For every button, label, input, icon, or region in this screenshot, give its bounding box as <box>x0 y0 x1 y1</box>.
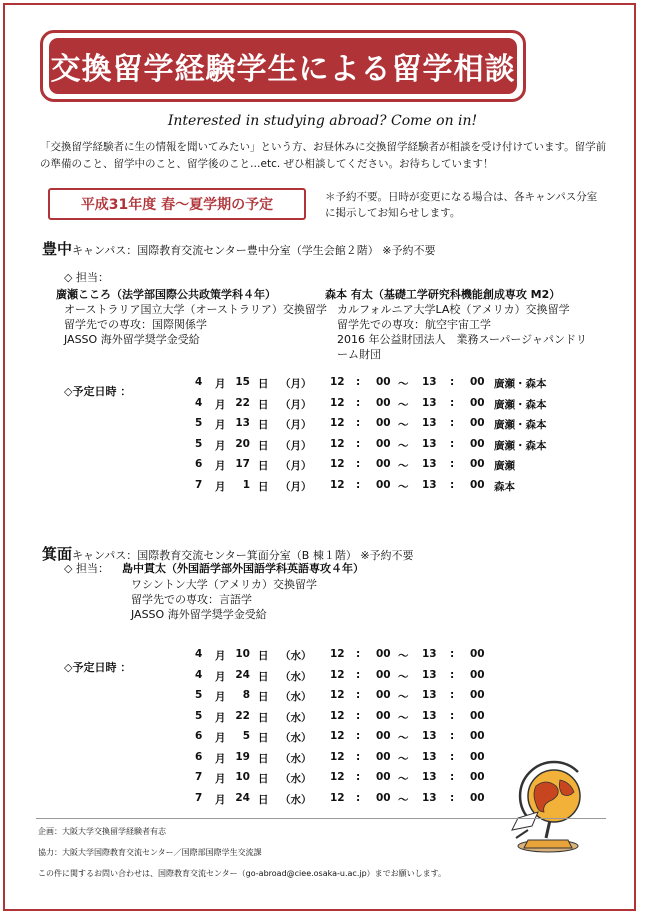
minoh-sched-m: 00 <box>376 750 391 763</box>
toyonaka-sched-m: 00 <box>376 376 391 388</box>
toyonaka-sched-h: 12 <box>330 458 345 470</box>
minoh-sched-c: : <box>356 668 361 681</box>
toyonaka-sched-month: 月 <box>215 419 226 431</box>
staff-shimanaka-university: ワシントン大学（アメリカ）交換留学 <box>131 578 317 591</box>
minoh-sched-tilde: ～ <box>398 670 409 683</box>
minoh-sched-m: 00 <box>376 668 391 681</box>
minoh-sched-day: 日 <box>258 773 269 785</box>
toyonaka-sched-m: 00 <box>470 417 485 429</box>
minoh-sched-d: 22 <box>235 709 250 722</box>
minoh-sched-day: 日 <box>258 711 269 724</box>
minoh-sched-h: 13 <box>422 689 437 701</box>
toyonaka-sched-month: 月 <box>215 439 226 452</box>
minoh-sched-m: 4 <box>195 648 203 660</box>
toyonaka-sched-who: 森本 <box>494 480 515 493</box>
minoh-sched-m: 00 <box>470 750 485 763</box>
subtitle: Interested in studying abroad? Come on in! <box>167 113 478 129</box>
minoh-sched-m: 00 <box>376 771 391 783</box>
toyonaka-sched-h: 13 <box>422 417 437 429</box>
toyonaka-sched-c: : <box>450 478 455 491</box>
minoh-sched-d: 8 <box>242 689 250 701</box>
minoh-sched-m: 00 <box>470 771 485 783</box>
toyonaka-sched-month: 月 <box>215 480 226 493</box>
staff-morimoto-name: 森本 有太（基礎工学研究科機能創成専攻 M2） <box>325 288 561 301</box>
toyonaka-sched-who: 廣瀬・森本 <box>494 378 547 390</box>
toyonaka-sched-c: : <box>450 458 455 470</box>
toyonaka-sched-w: （月） <box>280 419 312 431</box>
toyonaka-sched-d: 22 <box>235 396 250 409</box>
minoh-sched-h: 13 <box>422 791 437 804</box>
minoh-sched-w: （水） <box>280 670 312 683</box>
toyonaka-sched-m: 00 <box>376 478 391 491</box>
toyonaka-sched-day: 日 <box>258 398 269 411</box>
toyonaka-sched-c: : <box>450 376 455 388</box>
minoh-sched-w: （水） <box>280 711 312 724</box>
toyonaka-sched-tilde: ～ <box>398 439 409 452</box>
toyonaka-sched-m: 00 <box>470 478 485 491</box>
staff-morimoto-major: 留学先での専攻：航空宇宙工学 <box>337 318 491 331</box>
toyonaka-sched-day: 日 <box>258 480 269 493</box>
minoh-sched-c: : <box>356 689 361 701</box>
minoh-sched-h: 13 <box>422 771 437 783</box>
minoh-sched-m: 00 <box>470 709 485 722</box>
minoh-sched-c: : <box>450 668 455 681</box>
minoh-sched-m: 00 <box>376 709 391 722</box>
toyonaka-sched-month: 月 <box>215 378 226 390</box>
minoh-sched-d: 24 <box>235 791 250 804</box>
minoh-name: 箕面 <box>42 545 73 563</box>
toyonaka-sched-c: : <box>356 376 361 388</box>
minoh-sched-tilde: ～ <box>398 793 409 806</box>
minoh-sched-month: 月 <box>215 650 226 662</box>
minoh-sched-m: 00 <box>470 689 485 701</box>
toyonaka-sched-month: 月 <box>215 398 226 411</box>
minoh-sched-h: 12 <box>330 668 345 681</box>
minoh-sched-h: 13 <box>422 750 437 763</box>
toyonaka-sched-c: : <box>356 396 361 409</box>
minoh-sched-d: 5 <box>242 730 250 742</box>
staff-morimoto-scholarship: 2016 年公益財団法人 業務スーパージャパンドリ <box>337 333 587 346</box>
minoh-sched-m: 5 <box>195 689 203 701</box>
minoh-sched-h: 12 <box>330 771 345 783</box>
minoh-sched-month: 月 <box>215 793 226 806</box>
toyonaka-schedule-label: ◇予定日時 ： <box>64 385 132 398</box>
staff-morimoto-scholarship-cont: ーム財団 <box>337 348 381 361</box>
minoh-sched-c: : <box>356 709 361 722</box>
minoh-sched-c: : <box>450 709 455 722</box>
minoh-sched-tilde: ～ <box>398 711 409 724</box>
toyonaka-sched-c: : <box>356 417 361 429</box>
minoh-staff-label: ◇ 担当： <box>64 562 109 575</box>
minoh-sched-w: （水） <box>280 691 312 703</box>
toyonaka-sched-m: 4 <box>195 396 203 409</box>
minoh-sched-m: 5 <box>195 709 203 722</box>
minoh-sched-tilde: ～ <box>398 773 409 785</box>
toyonaka-sched-m: 00 <box>376 437 391 450</box>
toyonaka-sched-w: （月） <box>280 480 312 493</box>
minoh-sched-m: 4 <box>195 668 203 681</box>
toyonaka-sched-m: 00 <box>470 376 485 388</box>
toyonaka-sched-tilde: ～ <box>398 419 409 431</box>
minoh-sched-day: 日 <box>258 691 269 703</box>
minoh-sched-w: （水） <box>280 752 312 765</box>
intro-text: 「交換留学経験者に生の情報を聞いてみたい」という方、お昼休みに交換留学経験者が相談を受け付けています。留学前の準備のこと、留学中のこと、留学後のこと…etc. ぜひ相談してください。お待ちしています！ <box>40 141 607 170</box>
toyonaka-sched-day: 日 <box>258 439 269 452</box>
minoh-sched-c: : <box>450 750 455 763</box>
toyonaka-sched-m: 00 <box>470 458 485 470</box>
minoh-sched-m: 00 <box>470 648 485 660</box>
minoh-sched-m: 00 <box>376 791 391 804</box>
minoh-sched-d: 10 <box>235 771 250 783</box>
toyonaka-sched-day: 日 <box>258 378 269 390</box>
minoh-sched-tilde: ～ <box>398 752 409 765</box>
minoh-desc: キャンパス：国際教育交流センター箕面分室（B 棟１階） ※予約不要 <box>72 549 414 562</box>
toyonaka-sched-m: 00 <box>376 458 391 470</box>
toyonaka-desc: キャンパス：国際教育交流センター豊中分室（学生会館２階） ※予約不要 <box>72 244 436 257</box>
toyonaka-campus-heading <box>42 238 436 259</box>
toyonaka-sched-h: 13 <box>422 458 437 470</box>
minoh-sched-m: 7 <box>195 771 203 783</box>
minoh-sched-w: （水） <box>280 650 312 662</box>
toyonaka-sched-c: : <box>450 396 455 409</box>
minoh-sched-c: : <box>356 648 361 660</box>
minoh-sched-m: 00 <box>376 689 391 701</box>
minoh-sched-m: 00 <box>470 730 485 742</box>
toyonaka-sched-h: 13 <box>422 478 437 491</box>
minoh-sched-month: 月 <box>215 752 226 765</box>
toyonaka-sched-m: 00 <box>470 396 485 409</box>
minoh-sched-h: 12 <box>330 730 345 742</box>
toyonaka-sched-m: 7 <box>195 478 203 491</box>
toyonaka-sched-h: 12 <box>330 417 345 429</box>
minoh-sched-h: 13 <box>422 730 437 742</box>
footer-cooperation: 協力：大阪大学国際教育交流センター／国際部国際学生交流課 <box>38 848 262 857</box>
footer-divider <box>36 818 606 819</box>
toyonaka-sched-who: 廣瀬 <box>494 460 515 472</box>
page-title: 交換留学経験学生による留学相談 <box>49 38 517 94</box>
minoh-sched-c: : <box>356 791 361 804</box>
toyonaka-sched-c: : <box>356 478 361 491</box>
minoh-sched-m: 7 <box>195 791 203 804</box>
staff-shimanaka-scholarship: JASSO 海外留学奨学金受給 <box>131 608 267 621</box>
toyonaka-sched-who: 廣瀬・森本 <box>494 419 547 431</box>
staff-hirose-name: 廣瀬こころ（法学部国際公共政策学科４年） <box>56 288 276 301</box>
term-heading: 平成31年度 春～夏学期の予定 <box>48 188 306 220</box>
toyonaka-sched-d: 17 <box>235 458 250 470</box>
toyonaka-sched-who: 廣瀬・森本 <box>494 439 547 452</box>
toyonaka-sched-c: : <box>356 437 361 450</box>
reservation-note: ＊予約不要。日時が変更になる場合は、各キャンパス分室に掲示してお知らせします。 <box>325 191 598 219</box>
minoh-sched-month: 月 <box>215 773 226 785</box>
toyonaka-sched-c: : <box>356 458 361 470</box>
minoh-sched-tilde: ～ <box>398 691 409 703</box>
toyonaka-sched-m: 4 <box>195 376 203 388</box>
minoh-sched-tilde: ～ <box>398 732 409 744</box>
minoh-sched-h: 12 <box>330 750 345 763</box>
title-banner <box>40 30 526 102</box>
minoh-sched-m: 6 <box>195 730 203 742</box>
minoh-sched-h: 12 <box>330 648 345 660</box>
minoh-sched-c: : <box>450 791 455 804</box>
toyonaka-sched-h: 12 <box>330 396 345 409</box>
staff-shimanaka-name: 島中貫太（外国語学部外国語学科英語専攻４年） <box>122 562 364 575</box>
minoh-schedule-label: ◇予定日時 ： <box>64 661 132 674</box>
staff-hirose-major: 留学先での専攻：国際関係学 <box>64 318 207 331</box>
minoh-sched-month: 月 <box>215 691 226 703</box>
toyonaka-sched-tilde: ～ <box>398 480 409 493</box>
staff-hirose-university: オーストラリア国立大学（オーストラリア）交換留学 <box>64 303 327 316</box>
minoh-sched-c: : <box>356 771 361 783</box>
minoh-sched-m: 00 <box>470 791 485 804</box>
minoh-sched-m: 00 <box>470 668 485 681</box>
toyonaka-sched-d: 1 <box>242 478 250 491</box>
minoh-sched-c: : <box>356 750 361 763</box>
toyonaka-sched-w: （月） <box>280 460 312 472</box>
staff-morimoto-university: カルフォルニア大学LA校（アメリカ）交換留学 <box>337 303 570 316</box>
minoh-sched-h: 13 <box>422 668 437 681</box>
minoh-sched-m: 00 <box>376 648 391 660</box>
minoh-sched-h: 12 <box>330 689 345 701</box>
toyonaka-sched-m: 00 <box>376 396 391 409</box>
toyonaka-name: 豊中 <box>42 240 73 258</box>
minoh-sched-w: （水） <box>280 732 312 744</box>
toyonaka-sched-m: 5 <box>195 417 203 429</box>
minoh-sched-day: 日 <box>258 793 269 806</box>
toyonaka-sched-c: : <box>450 417 455 429</box>
minoh-sched-day: 日 <box>258 650 269 662</box>
toyonaka-sched-d: 15 <box>235 376 250 388</box>
toyonaka-staff-label: ◇ 担当： <box>64 271 109 284</box>
minoh-sched-d: 24 <box>235 668 250 681</box>
minoh-sched-c: : <box>450 730 455 742</box>
minoh-sched-month: 月 <box>215 670 226 683</box>
minoh-sched-w: （水） <box>280 773 312 785</box>
toyonaka-sched-day: 日 <box>258 460 269 472</box>
toyonaka-sched-day: 日 <box>258 419 269 431</box>
toyonaka-sched-tilde: ～ <box>398 398 409 411</box>
minoh-sched-h: 13 <box>422 709 437 722</box>
minoh-sched-c: : <box>356 730 361 742</box>
toyonaka-sched-tilde: ～ <box>398 378 409 390</box>
toyonaka-sched-w: （月） <box>280 398 312 411</box>
toyonaka-sched-m: 00 <box>376 417 391 429</box>
toyonaka-sched-h: 12 <box>330 376 345 388</box>
staff-hirose-scholarship: JASSO 海外留学奨学金受給 <box>64 333 200 346</box>
minoh-sched-c: : <box>450 648 455 660</box>
minoh-sched-w: （水） <box>280 793 312 806</box>
toyonaka-sched-d: 13 <box>235 417 250 429</box>
minoh-sched-m: 00 <box>376 730 391 742</box>
toyonaka-sched-w: （月） <box>280 439 312 452</box>
toyonaka-sched-tilde: ～ <box>398 460 409 472</box>
minoh-sched-h: 13 <box>422 648 437 660</box>
toyonaka-sched-h: 12 <box>330 437 345 450</box>
minoh-sched-day: 日 <box>258 732 269 744</box>
minoh-sched-month: 月 <box>215 711 226 724</box>
toyonaka-sched-c: : <box>450 437 455 450</box>
globe-illustration <box>508 760 598 855</box>
toyonaka-sched-h: 13 <box>422 376 437 388</box>
footer-planning: 企画：大阪大学交換留学経験者有志 <box>38 827 166 836</box>
footer-contact: この件に関するお問い合わせは、国際教育交流センター（go-abroad@ciee.osaka-u.ac.jp）までお願いします。 <box>38 869 447 878</box>
minoh-sched-day: 日 <box>258 670 269 683</box>
minoh-sched-month: 月 <box>215 732 226 744</box>
minoh-sched-tilde: ～ <box>398 650 409 662</box>
staff-shimanaka-major: 留学先での専攻：言語学 <box>131 593 252 606</box>
toyonaka-sched-m: 00 <box>470 437 485 450</box>
minoh-sched-day: 日 <box>258 752 269 765</box>
toyonaka-sched-h: 13 <box>422 396 437 409</box>
toyonaka-sched-m: 6 <box>195 458 203 470</box>
toyonaka-sched-h: 13 <box>422 437 437 450</box>
minoh-sched-h: 12 <box>330 709 345 722</box>
minoh-sched-c: : <box>450 689 455 701</box>
minoh-sched-h: 12 <box>330 791 345 804</box>
minoh-sched-d: 10 <box>235 648 250 660</box>
minoh-sched-d: 19 <box>235 750 250 763</box>
toyonaka-sched-w: （月） <box>280 378 312 390</box>
toyonaka-sched-who: 廣瀬・森本 <box>494 398 547 411</box>
toyonaka-sched-h: 12 <box>330 478 345 491</box>
minoh-sched-m: 6 <box>195 750 203 763</box>
toyonaka-sched-month: 月 <box>215 460 226 472</box>
toyonaka-sched-d: 20 <box>235 437 250 450</box>
minoh-sched-c: : <box>450 771 455 783</box>
toyonaka-sched-m: 5 <box>195 437 203 450</box>
